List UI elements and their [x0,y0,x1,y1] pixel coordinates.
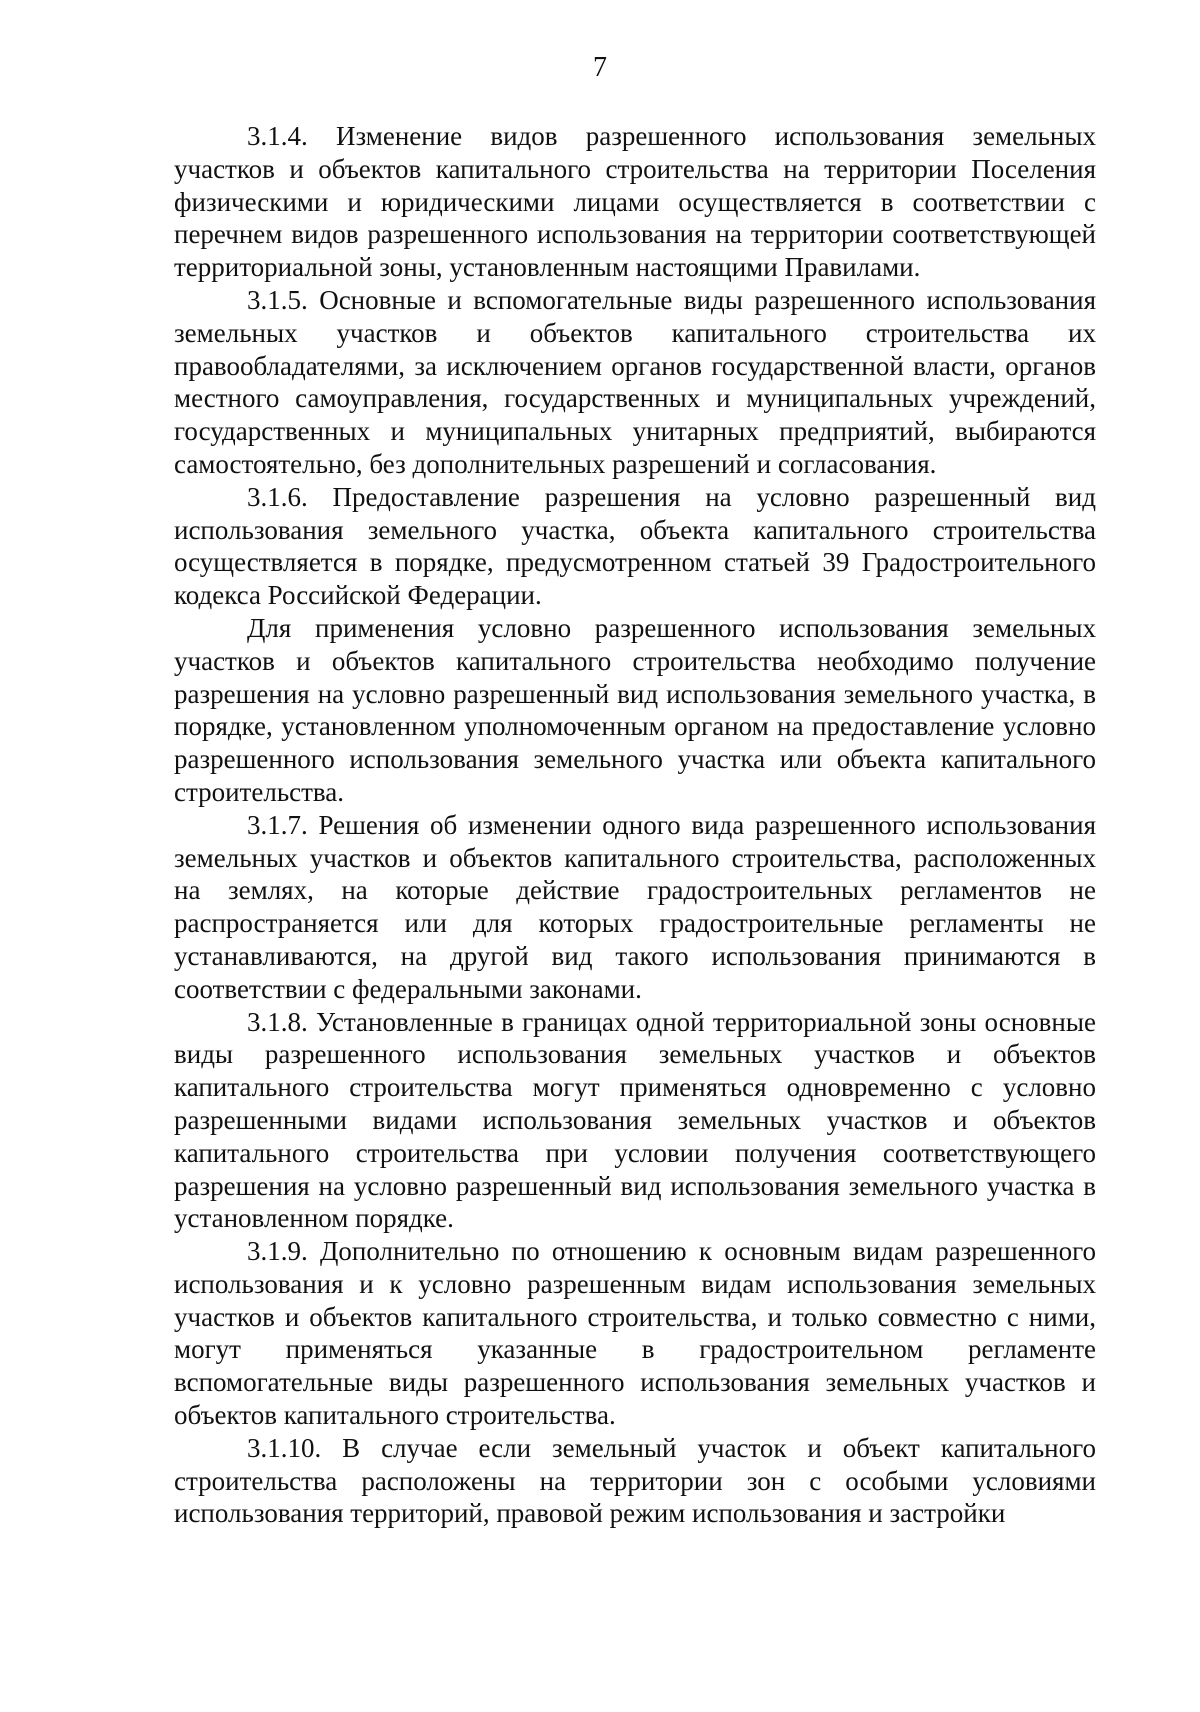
paragraph-3-1-4: 3.1.4. Изменение видов разрешенного использования земельных участков и объектов капитального строительства на территории Поселения физическими и юридическими лицами осуществляется в соответствии с перечнем видов разрешенного использования на территории соответствующей территориальной зоны, установленным настоящими Правилами. [174,121,1096,283]
paragraph-conditional-use: Для применения условно разрешенного использования земельных участков и объектов капитального строительства необходимо получение разрешения на условно разрешенный вид использования земельного участка, в порядке, установленном уполномоченным органом на предоставление условно разрешенного использования земельного участка или объекта капитального строительства. [174,612,1096,807]
paragraph-3-1-10: 3.1.10. В случае если земельный участок и объект капитального строительства расположены на территории зон с особыми условиями использования территорий, правовой режим использования и застройки [174,1432,1096,1529]
document-body [174,120,1096,1530]
paragraph-3-1-7: 3.1.7. Решения об изменении одного вида разрешенного использования земельных участков и объектов капитального строительства, расположенных на землях, на которые действие градостроительных регламентов не распространяется или для которых градостроительные регламенты не устанавливаются, на другой вид такого использования принимаются в соответствии с федеральными законами. [174,809,1096,1004]
page-number: 7 [593,52,607,83]
paragraph-3-1-5: 3.1.5. Основные и вспомогательные виды разрешенного использования земельных участков и объектов капитального строительства их правообладателями, за исключением органов государственной власти, органов местного самоуправления, государственных и муниципальных учреждений, государственных и муниципальных унитарных предприятий, выбираются самостоятельно, без дополнительных разрешений и согласования. [174,284,1096,479]
paragraph-3-1-9: 3.1.9. Дополнительно по отношению к основным видам разрешенного использования и к условно разрешенным видам использования земельных участков и объектов капитального строительства, и только совместно с ними, могут применяться указанные в градостроительном регламенте вспомогательные виды разрешенного использования земельных участков и объектов капитального строительства. [174,1236,1096,1431]
paragraph-3-1-8: 3.1.8. Установленные в границах одной территориальной зоны основные виды разрешенного использования земельных участков и объектов капитального строительства могут применяться одновременно с условно разрешенными видами использования земельных участков и объектов капитального строительства при условии получения соответствующего разрешения на условно разрешенный вид использования земельного участка в установленном порядке. [174,1006,1096,1234]
paragraph-3-1-6: 3.1.6. Предоставление разрешения на условно разрешенный вид использования земельного участка, объекта капитального строительства осуществляется в порядке, предусмотренном статьей 39 Градостроительного кодекса Российской Федерации. [174,481,1096,611]
